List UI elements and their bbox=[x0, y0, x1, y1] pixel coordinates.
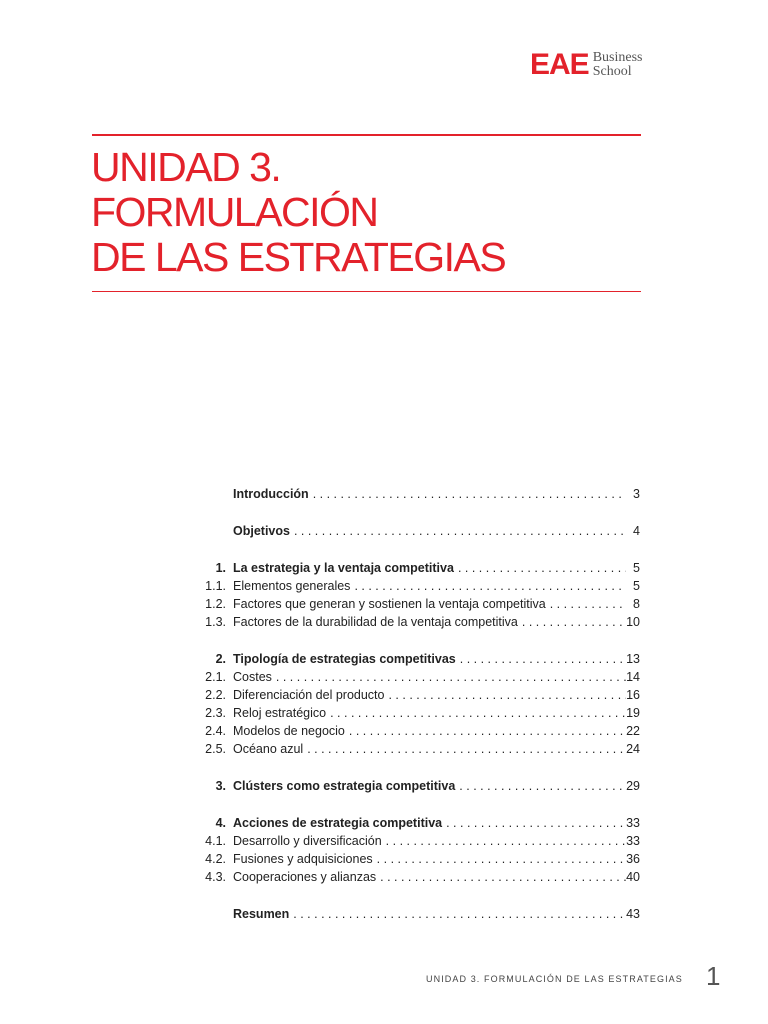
toc-dot-leader bbox=[272, 668, 626, 686]
toc-entry-title: La estrategia y la ventaja competitiva bbox=[233, 561, 454, 575]
toc-entry-title: Objetivos bbox=[233, 524, 290, 538]
toc-entry-page: 16 bbox=[626, 688, 640, 702]
toc-gap bbox=[190, 631, 640, 650]
toc-entry-page: 43 bbox=[626, 907, 640, 921]
title-top-rule bbox=[92, 134, 641, 136]
toc-entry-page: 36 bbox=[626, 852, 640, 866]
toc-dot-leader bbox=[290, 522, 626, 540]
toc-entry-number: 4.2. bbox=[205, 852, 226, 866]
toc-entry[interactable] bbox=[190, 832, 640, 850]
toc-entry-title: Costes bbox=[233, 670, 272, 684]
toc-entry-title: Diferenciación del producto bbox=[233, 688, 385, 702]
toc-entry-page: 24 bbox=[626, 742, 640, 756]
toc-entry-title: Introducción bbox=[233, 487, 309, 501]
toc-entry[interactable] bbox=[190, 595, 640, 613]
page-title bbox=[91, 145, 505, 280]
toc-entry-number: 4. bbox=[215, 816, 226, 830]
page-number: 1 bbox=[706, 961, 721, 991]
toc-entry-number: 2.3. bbox=[205, 706, 226, 720]
toc-gap bbox=[190, 540, 640, 559]
toc-dot-leader bbox=[456, 650, 626, 668]
toc-entry[interactable] bbox=[190, 559, 640, 577]
toc-dot-leader bbox=[455, 777, 626, 795]
toc-entry-page: 33 bbox=[626, 816, 640, 830]
toc-entry-page: 4 bbox=[633, 524, 640, 538]
toc-entry-title: Fusiones y adquisiciones bbox=[233, 852, 373, 866]
toc-gap bbox=[190, 503, 640, 522]
toc-entry[interactable] bbox=[190, 868, 640, 886]
toc-entry-page: 22 bbox=[626, 724, 640, 738]
toc-entry[interactable] bbox=[190, 740, 640, 758]
toc-entry[interactable] bbox=[190, 613, 640, 631]
toc-dot-leader bbox=[326, 704, 626, 722]
toc-entry-number: 2.5. bbox=[205, 742, 226, 756]
toc-entry[interactable] bbox=[190, 905, 640, 923]
toc-entry-number: 3. bbox=[215, 779, 226, 793]
toc-dot-leader bbox=[289, 905, 626, 923]
toc-entry-title: Factores de la durabilidad de la ventaja competitiva bbox=[233, 615, 518, 629]
toc-dot-leader bbox=[382, 832, 626, 850]
toc-entry-page: 29 bbox=[626, 779, 640, 793]
toc-entry-number: 2.4. bbox=[205, 724, 226, 738]
toc-entry-title: Elementos generales bbox=[233, 579, 351, 593]
toc-entry[interactable] bbox=[190, 577, 640, 595]
toc-entry-number: 1. bbox=[215, 561, 226, 575]
logo-wordmark bbox=[593, 51, 643, 79]
toc-gap bbox=[190, 758, 640, 777]
eae-logo bbox=[530, 48, 642, 82]
toc-gap bbox=[190, 795, 640, 814]
toc-entry-number: 4.3. bbox=[205, 870, 226, 884]
toc-entry-page: 13 bbox=[626, 652, 640, 666]
toc-entry-page: 33 bbox=[626, 834, 640, 848]
logo-line-business: Business bbox=[592, 50, 643, 65]
toc-entry-page: 14 bbox=[626, 670, 640, 684]
toc-entry-page: 10 bbox=[626, 615, 640, 629]
toc-entry[interactable] bbox=[190, 650, 640, 668]
toc-entry-title: Factores que generan y sostienen la ventaja competitiva bbox=[233, 597, 546, 611]
toc-entry[interactable] bbox=[190, 522, 640, 540]
toc-dot-leader bbox=[384, 686, 626, 704]
toc-dot-leader bbox=[303, 740, 626, 758]
table-of-contents bbox=[190, 485, 640, 923]
toc-entry-title: Desarrollo y diversificación bbox=[233, 834, 382, 848]
toc-entry[interactable] bbox=[190, 704, 640, 722]
toc-dot-leader bbox=[518, 613, 626, 631]
logo-line-school: School bbox=[592, 64, 632, 79]
toc-entry-number: 2.2. bbox=[205, 688, 226, 702]
title-line-1: UNIDAD 3. bbox=[91, 144, 281, 190]
toc-dot-leader bbox=[454, 559, 626, 577]
title-line-2: FORMULACIÓN bbox=[91, 189, 378, 235]
toc-entry-number: 1.2. bbox=[205, 597, 226, 611]
toc-gap bbox=[190, 886, 640, 905]
toc-entry-page: 3 bbox=[633, 487, 640, 501]
toc-entry-number: 1.1. bbox=[205, 579, 226, 593]
toc-entry-title: Modelos de negocio bbox=[233, 724, 345, 738]
toc-entry-number: 2. bbox=[215, 652, 226, 666]
title-line-3: DE LAS ESTRATEGIAS bbox=[91, 234, 506, 280]
toc-dot-leader bbox=[350, 577, 626, 595]
toc-entry-title: Resumen bbox=[233, 907, 290, 921]
toc-entry-title: Reloj estratégico bbox=[233, 706, 327, 720]
toc-entry-number: 1.3. bbox=[205, 615, 226, 629]
toc-entry[interactable] bbox=[190, 722, 640, 740]
toc-entry[interactable] bbox=[190, 850, 640, 868]
toc-entry-page: 5 bbox=[633, 561, 640, 575]
toc-dot-leader bbox=[345, 722, 626, 740]
toc-dot-leader bbox=[373, 850, 626, 868]
toc-entry-number: 2.1. bbox=[205, 670, 226, 684]
toc-entry-page: 8 bbox=[633, 597, 640, 611]
toc-dot-leader bbox=[376, 868, 626, 886]
toc-dot-leader bbox=[442, 814, 626, 832]
toc-entry-title: Clústers como estrategia competitiva bbox=[233, 779, 456, 793]
toc-entry-page: 5 bbox=[633, 579, 640, 593]
toc-entry-title: Cooperaciones y alianzas bbox=[233, 870, 377, 884]
toc-entry[interactable] bbox=[190, 485, 640, 503]
toc-entry-title: Tipología de estrategias competitivas bbox=[233, 652, 456, 666]
toc-entry[interactable] bbox=[190, 668, 640, 686]
toc-entry[interactable] bbox=[190, 814, 640, 832]
toc-entry-page: 40 bbox=[626, 870, 640, 884]
title-bottom-rule bbox=[92, 291, 641, 292]
toc-entry[interactable] bbox=[190, 777, 640, 795]
toc-entry-title: Acciones de estrategia competitiva bbox=[233, 816, 443, 830]
logo-mark: EAE bbox=[530, 48, 589, 81]
toc-dot-leader bbox=[546, 595, 626, 613]
running-footer: UNIDAD 3. FORMULACIÓN DE LAS ESTRATEGIAS bbox=[426, 974, 683, 984]
toc-dot-leader bbox=[309, 485, 626, 503]
toc-entry-title: Océano azul bbox=[233, 742, 304, 756]
toc-entry-number: 4.1. bbox=[205, 834, 226, 848]
toc-entry-page: 19 bbox=[626, 706, 640, 720]
toc-entry[interactable] bbox=[190, 686, 640, 704]
